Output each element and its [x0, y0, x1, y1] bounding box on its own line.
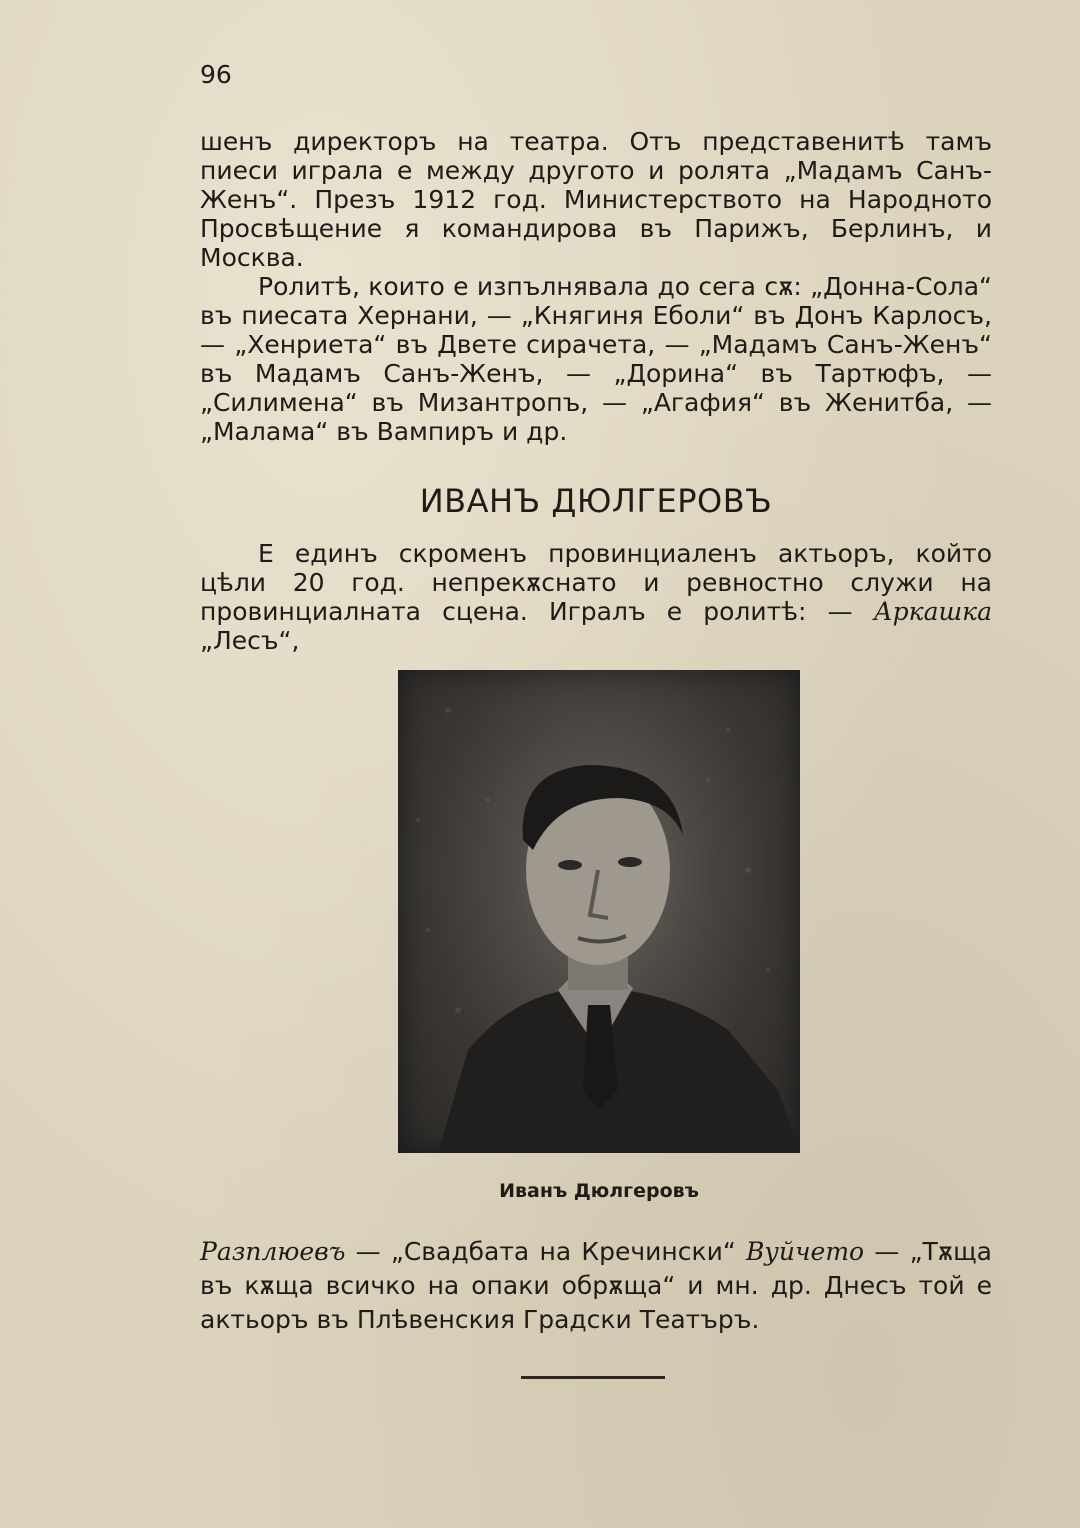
intro-text: Е единъ скроменъ провинциаленъ актьоръ, който цѣли 20 год. непрекѫснато и ревностно служи на провинциалната сцена. Игралъ е ролитѣ: — — [200, 539, 992, 626]
section-heading: ИВАНЪ ДЮЛГЕРОВЪ — [419, 482, 773, 520]
section-divider — [521, 1376, 665, 1379]
paragraph-continuation: шенъ директоръ на театра. Отъ представенитѣ тамъ пиеси играла е между другото и ролята „Мадамъ Санъ-Женъ“. Презъ 1912 год. Министерството на Народното Просвѣщение я командирова въ Парижъ, Берлинъ, и Москва. — [200, 127, 992, 272]
page-number: 96 — [200, 60, 232, 89]
text-block-top — [200, 127, 992, 446]
role-name: Аркашка — [873, 597, 992, 626]
photo-caption: Иванъ Дюлгеровъ — [499, 1180, 699, 1202]
paragraph-intro — [200, 539, 992, 655]
portrait-illustration — [398, 670, 800, 1153]
portrait-photo — [398, 670, 800, 1153]
play-name: — „Свадбата на Кречински“ — [345, 1237, 747, 1266]
text-block-intro — [200, 539, 992, 655]
paragraph-roles: Ролитѣ, които е изпълнявала до сега сѫ: „Донна-Сола“ въ пиесата Хернани, — „Княгиня Еболи“ въ Донъ Карлосъ, — „Хенриета“ въ Двете сирачета, — „Мадамъ Санъ-Женъ“ въ Мадамъ Санъ-Женъ, — „Дорина“ въ Тартюфъ, — „Силимена“ въ Мизантропъ, — „Агафия“ въ Женитба, — „Малама“ въ Вампиръ и др. — [200, 272, 992, 446]
text-block-bottom — [200, 1235, 992, 1337]
paragraph-roles-continued — [200, 1235, 992, 1337]
left-eye — [558, 860, 582, 870]
role-name: Разплюевъ — [200, 1237, 346, 1266]
role-name: Вуйчето — [746, 1237, 865, 1266]
right-eye — [618, 857, 642, 867]
play-name: „Лесъ“, — [200, 626, 300, 655]
play-name: — „Тѫща въ кѫща всичко на опаки обрѫща“ и мн. др. Днесъ той е актьоръ въ Плѣвенския Градски Театъръ. — [200, 1237, 992, 1334]
